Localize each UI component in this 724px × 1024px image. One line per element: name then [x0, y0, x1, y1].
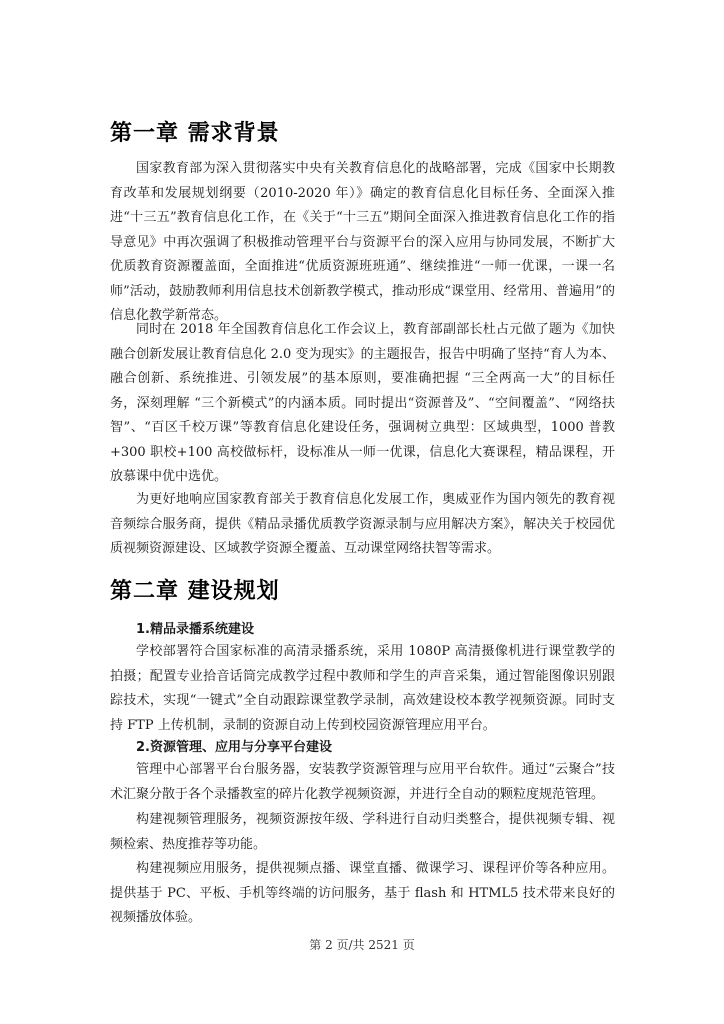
chapter-1-paragraph: 国家教育部为深入贯彻落实中央有关教育信息化的战略部署，完成《国家中长期教育改革和发展规划纲要（2010-2020 年）》确定的教育信息化目标任务、全面深入推进“十三五”教育信息化工作，在《关于“十三五”期间全面深入推进教育信息化工作的指导意见》中再次强调了积极推动管理平台与资源平台的深入应用与协同发展，不断扩大优质教育资源覆盖面，全面推进“优质资源班班通”、继续推进“一师一优课，一课一名师”活动，鼓励教师利用信息技术创新教学模式，推动形成“课堂用、经常用、普遍用”的信息化教学新常态。: [110, 161, 615, 323]
chapter-1-title: 第一章 需求背景: [110, 121, 280, 146]
section-1-paragraph: 学校部署符合国家标准的高清录播系统，采用 1080P 高清摄像机进行课堂教学的拍摄；配置专业拾音话筒完成教学过程中教师和学生的声音采集，通过智能图像识别跟踪技术，实现“一键式”全自动跟踪课堂教学录制，高效建设校本教学视频资源。同时支持 FTP 上传机制，录制的资源自动上传到校园资源管理应用平台。: [110, 644, 615, 733]
section-2-paragraph: 构建视频管理服务，视频资源按年级、学科进行自动归类整合，提供视频专辑、视频检索、热度推荐等功能。: [110, 812, 615, 852]
section-1-heading: 1.精品录播系统建设: [136, 622, 254, 637]
chapter-2-title: 第二章 建设规划: [110, 579, 280, 604]
section-2-heading: 2.资源管理、应用与分享平台建设: [136, 740, 332, 755]
section-2-paragraph: 构建视频应用服务，提供视频点播、课堂直播、微课学习、课程评价等各种应用。提供基于 PC、平板、手机等终端的访问服务，基于 flash 和 HTML5 技术带来良好的视频播放体验。: [110, 861, 615, 925]
page-number-footer: 第 2 页/共 2521 页: [309, 938, 415, 952]
section-2-paragraph: 管理中心部署平台台服务器，安装教学资源管理与应用平台软件。通过“云聚合”技术汇聚分散于各个录播教室的碎片化教学视频资源，并进行全自动的颗粒度规范管理。: [110, 762, 615, 802]
chapter-1-paragraph: 同时在 2018 年全国教育信息化工作会议上，教育部副部长杜占元做了题为《加快融合创新发展让教育信息化 2.0 变为现实》的主题报告，报告中明确了坚持“育人为本、融合创新、系统推进、引领发展”的基本原则，要准确把握 “三全两高一大”的目标任务，深刻理解 “三个新模式”的内涵本质。同时提出“资源普及”、“空间覆盖”、“网络扶智”、“百区千校万课”等教育信息化建设任务，强调树立典型：区域典型，1000 普教+300 职校+100 高校做标杆，设标准从一师一优课，信息化大赛课程，精品课程，开放慕课中优中选优。: [110, 322, 615, 484]
chapter-1-paragraph: 为更好地响应国家教育部关于教育信息化发展工作，奥威亚作为国内领先的教育视音频综合服务商，提供《精品录播优质教学资源录制与应用解决方案》，解决关于校园优质视频资源建设、区域教学资源全覆盖、互动课堂网络扶智等需求。: [110, 492, 615, 556]
